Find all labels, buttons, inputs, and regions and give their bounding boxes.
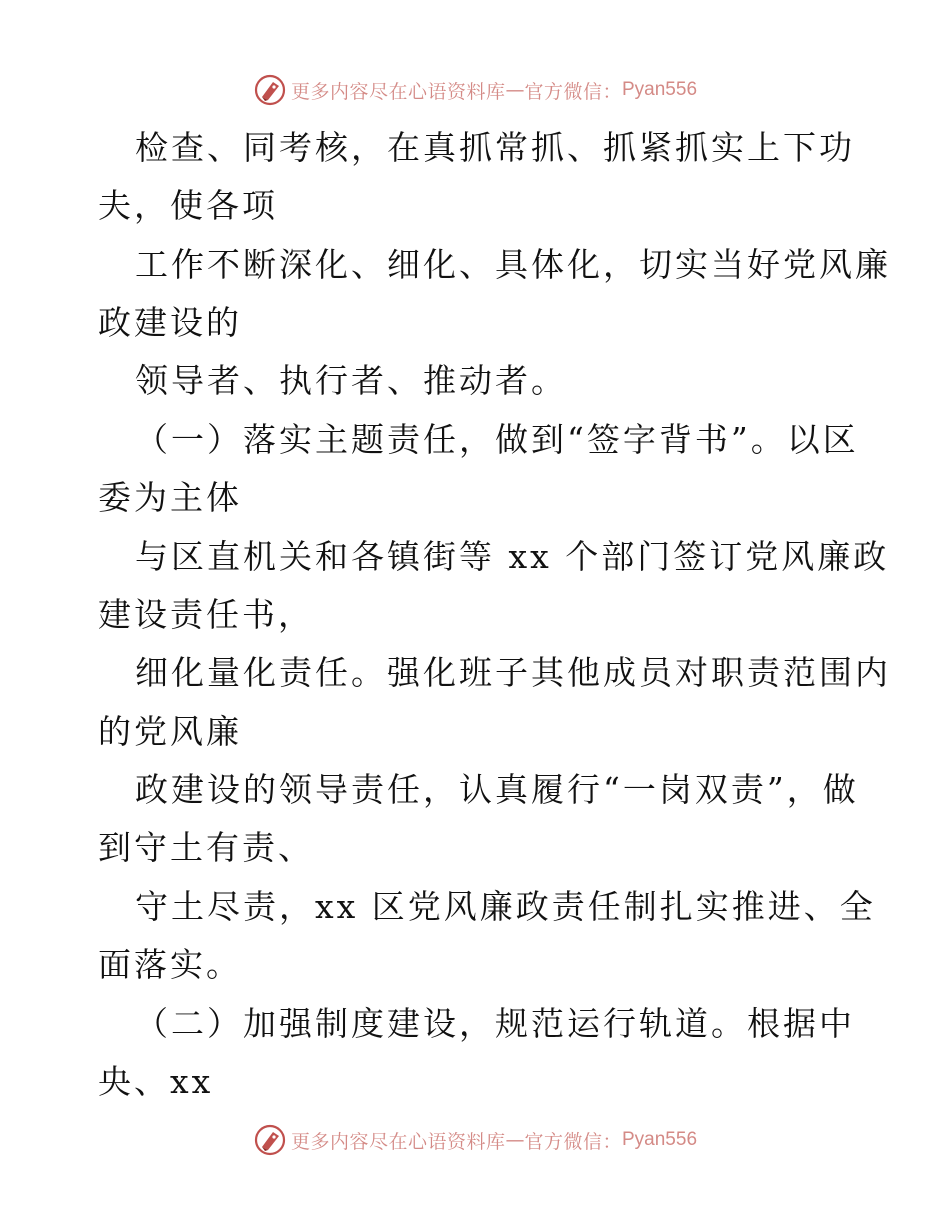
footer-banner-wechat: 官方微信： xyxy=(524,1130,622,1153)
header-banner-separator: — xyxy=(505,79,525,101)
text-line: 建设责任书， xyxy=(98,595,314,634)
text-line: 领导者、执行者、推动者。 xyxy=(135,361,567,400)
text-line: （一）落实主题责任，做到“签字背书”。以区 xyxy=(135,420,859,459)
text-line: （二）加强制度建设，规范运行轨道。根据中 xyxy=(135,1004,855,1043)
footer-banner-separator: — xyxy=(505,1129,525,1151)
pen-nib-logo-icon xyxy=(253,1123,287,1157)
header-banner-id: Pyan556 xyxy=(622,79,698,100)
text-line: 工作不断深化、细化、具体化，切实当好党风廉 xyxy=(135,245,891,284)
text-line: 检查、同考核，在真抓常抓、抓紧抓实上下功 xyxy=(135,128,855,167)
header-banner-text: 更多内容尽在心语资料库 xyxy=(290,80,506,103)
header-watermark-banner xyxy=(0,70,950,110)
text-line: 细化量化责任。强化班子其他成员对职责范围内 xyxy=(135,653,891,692)
pen-nib-logo-icon xyxy=(253,73,287,107)
text-line: 政建设的领导责任，认真履行“一岗双责”，做 xyxy=(135,770,859,809)
footer-banner-id: Pyan556 xyxy=(622,1129,698,1150)
text-line: 委为主体 xyxy=(98,478,242,517)
header-banner-wechat: 官方微信： xyxy=(524,80,622,103)
text-line: 与区直机关和各镇街等 xx 个部门签订党风廉政 xyxy=(135,537,890,576)
text-line: 到守土有责、 xyxy=(98,828,314,867)
text-line: 守土尽责，xx 区党风廉政责任制扎实推进、全 xyxy=(135,887,876,926)
text-line: 央、xx xyxy=(98,1062,214,1101)
text-line: 的党风廉 xyxy=(98,712,242,751)
footer-banner-text: 更多内容尽在心语资料库 xyxy=(290,1130,506,1153)
text-line: 政建设的 xyxy=(98,303,242,342)
footer-watermark-banner xyxy=(0,1120,950,1160)
text-line: 夫，使各项 xyxy=(98,186,278,225)
text-line: 面落实。 xyxy=(98,945,242,984)
